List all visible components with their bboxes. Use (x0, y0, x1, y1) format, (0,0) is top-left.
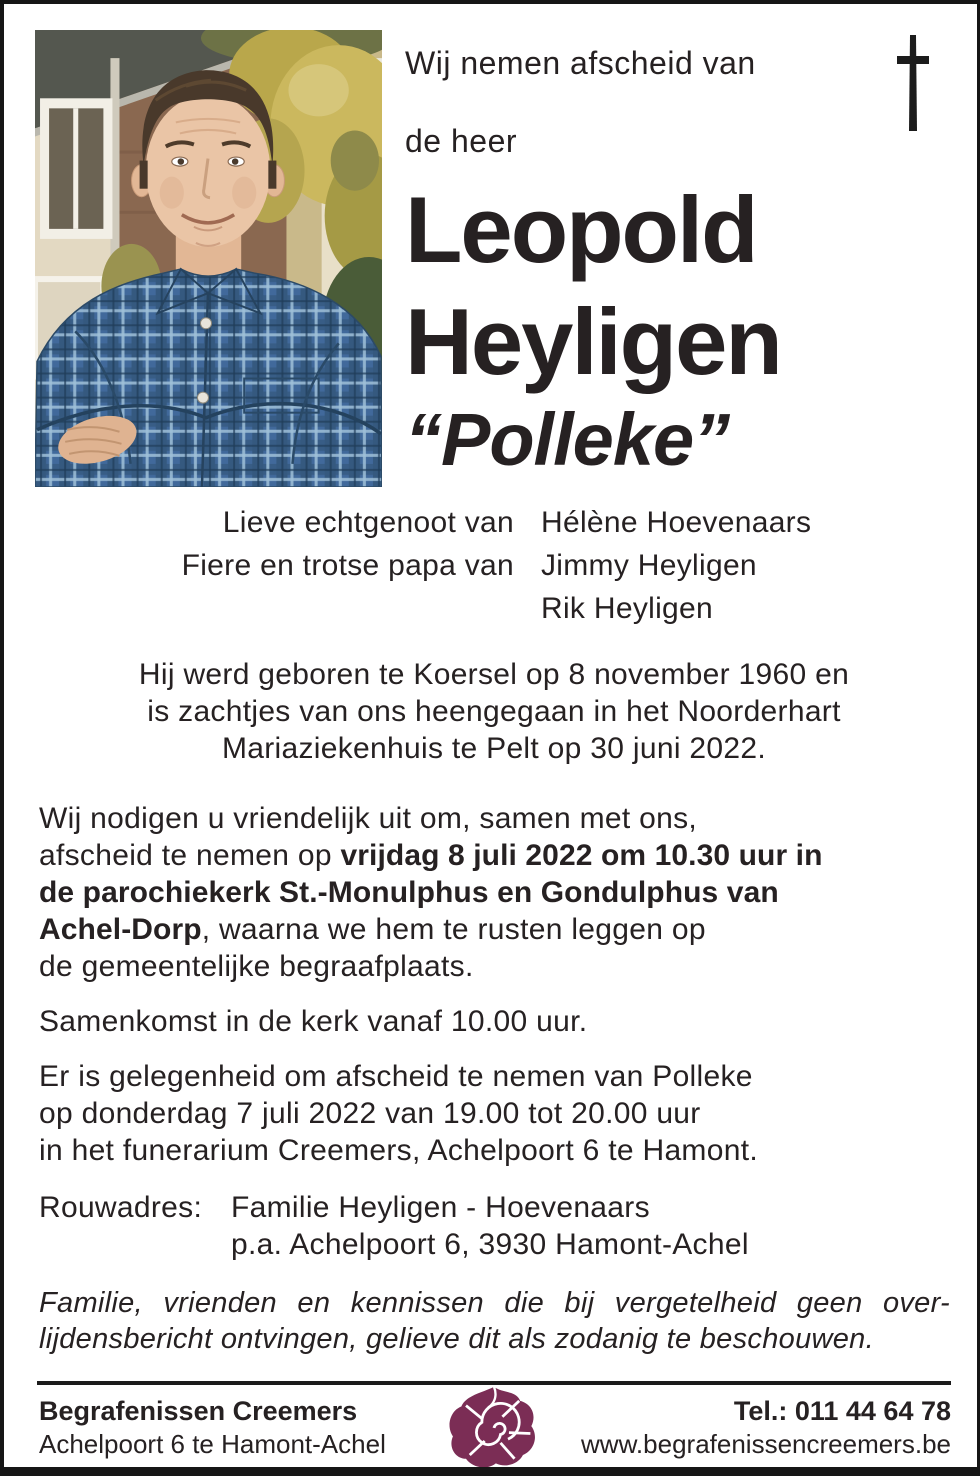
invitation-place: Achel-Dorp (39, 913, 202, 946)
relation-label: Lieve echtgenoot van (222, 506, 514, 539)
invitation-text: , waarna we hem te rusten leggen op (201, 913, 706, 946)
header-text (405, 44, 905, 482)
relation-name: Rik Heyligen (541, 592, 713, 625)
birth-line: Hij werd geboren te Koersel op 8 november 1960 en (138, 658, 850, 691)
intro-line-1: Wij nemen afscheid van (405, 45, 756, 81)
invitation-line (39, 948, 823, 985)
visitation-line: in het funerarium Creemers, Achelpoort 6 te Hamont. (39, 1134, 758, 1167)
invitation-line (39, 800, 823, 837)
mourning-address-family: Familie Heyligen - Hoevenaars (231, 1191, 650, 1224)
relation-label (39, 587, 514, 630)
notice-line: lijdensbericht ontvingen, gelieve dit als zodanig te beschouwen. (39, 1323, 874, 1355)
visitation-line: Er is gelegenheid om afscheid te nemen van Polleke (39, 1060, 753, 1093)
deceased-nickname: “Polleke” (405, 398, 730, 481)
mourning-address (39, 1189, 749, 1263)
invitation-text: de gemeentelijke begraafplaats. (39, 950, 474, 983)
funeral-home-address: Achelpoort 6 te Hamont-Achel (39, 1429, 386, 1459)
portrait-photo-illustration (35, 30, 382, 487)
mourning-address-label: Rouwadres: (39, 1191, 203, 1224)
deceased-last-name: Heyligen (405, 289, 781, 394)
deceased-first-name: Leopold (405, 177, 757, 282)
gathering-paragraph: Samenkomst in de kerk vanaf 10.00 uur. (39, 1005, 588, 1038)
intro-line-2: de heer (405, 123, 518, 159)
birth-line: is zachtjes van ons heengegaan in het Noorderhart (147, 695, 841, 728)
funeral-home-info (39, 1395, 386, 1461)
visitation-paragraph (39, 1058, 758, 1169)
relations-list (39, 501, 949, 630)
funeral-home-contact (581, 1395, 951, 1461)
invitation-line (39, 874, 823, 911)
invitation-date-time: vrijdag 8 juli 2022 om 10.30 uur in (340, 839, 823, 872)
funeral-home-website: www.begrafenissencreemers.be (581, 1429, 951, 1459)
relation-label: Fiere en trotse papa van (181, 549, 514, 582)
birth-line: Mariaziekenhuis te Pelt op 30 juni 2022. (221, 732, 766, 765)
portrait-photo (35, 30, 382, 487)
funeral-home-name: Begrafenissen Creemers (39, 1396, 358, 1426)
funeral-invitation-paragraph (39, 800, 823, 985)
visitation-line: op donderdag 7 juli 2022 van 19.00 tot 20.00 uur (39, 1097, 701, 1130)
invitation-line (39, 837, 823, 874)
funeral-home-phone: Tel.: 011 44 64 78 (733, 1396, 951, 1426)
forgetfulness-notice (39, 1285, 950, 1357)
relation-name: Hélène Hoevenaars (541, 506, 812, 539)
birth-death-paragraph (4, 656, 980, 767)
invitation-text: afscheid te nemen op (39, 839, 341, 872)
deceased-name (405, 174, 905, 398)
mourning-address-spacer (39, 1226, 231, 1263)
invitation-text: Wij nodigen u vriendelijk uit om, samen met ons, (39, 802, 698, 835)
invitation-church: de parochiekerk St.-Monulphus en Gondulphus van (39, 876, 779, 909)
invitation-line (39, 911, 823, 948)
rose-icon (446, 1385, 542, 1469)
notice-line: Familie, vrienden en kennissen die bij vergetelheid geen over- (39, 1287, 950, 1319)
relation-name: Jimmy Heyligen (541, 549, 757, 582)
mourning-address-street: p.a. Achelpoort 6, 3930 Hamont-Achel (231, 1228, 749, 1261)
